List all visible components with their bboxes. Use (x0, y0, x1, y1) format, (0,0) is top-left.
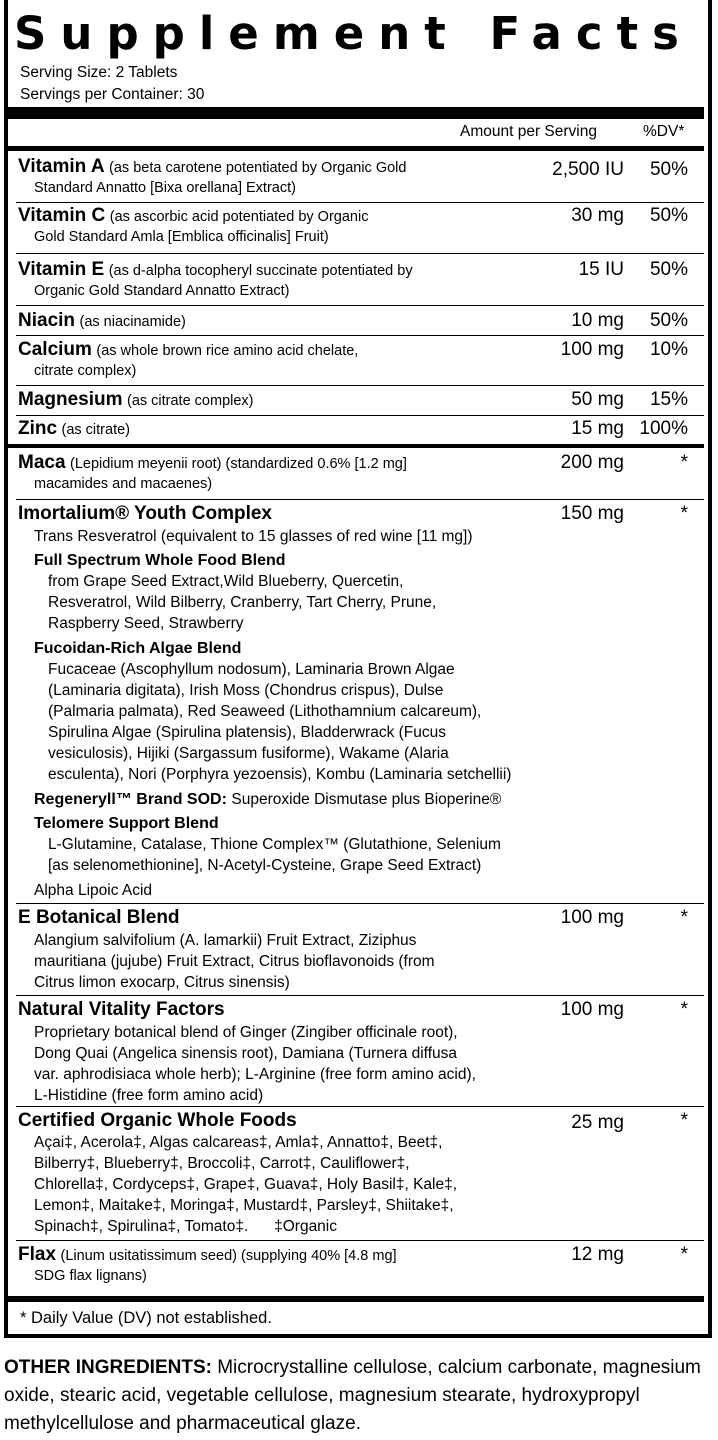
vitality-line: var. aphrodisiaca whole herb); L-Arginine (free form amino acid), (34, 1066, 476, 1083)
row-divider (16, 1106, 704, 1107)
organic-line: Chlorella‡, Cordyceps‡, Grape‡, Guava‡, Holy Basil‡, Kale‡, (34, 1176, 458, 1193)
fucoidan-line: Fucaceae (Ascophyllum nodosum), Laminaria Brown Algae (48, 661, 455, 678)
vitality-line: Proprietary botanical blend of Ginger (Zingiber officinale root), (34, 1024, 458, 1041)
fucoidan-line: (Laminaria digitata), Irish Moss (Chondrus crispus), Dulse (48, 682, 444, 699)
row-divider (16, 305, 704, 306)
nutrient-row-niacin: Niacin (as niacinamide) 10 mg 50% (18, 310, 688, 331)
telomere-title: Telomere Support Blend (34, 815, 219, 832)
organic-line: Bilberry‡, Blueberry‡, Broccoli‡, Carrot‡, Cauliflower‡, (34, 1155, 410, 1172)
nutrient-row-magnesium: Magnesium (as citrate complex) 50 mg 15% (18, 389, 688, 410)
alpha-lipoic-acid: Alpha Lipoic Acid (34, 882, 153, 899)
vitality-line: L-Histidine (free form amino acid) (34, 1087, 264, 1104)
nutrient-row-vitamin-c: Vitamin C (as ascorbic acid potentiated by Organic Gold Standard Amla [Emblica officinalis] Fruit) 30 mg 50% (18, 205, 688, 245)
section-divider (8, 444, 704, 448)
bottom-divider (8, 1296, 704, 1302)
full-spectrum-line: Resveratrol, Wild Bilberry, Cranberry, Tart Cherry, Prune, (48, 594, 437, 611)
other-ingredients-label: OTHER INGREDIENTS: (4, 1357, 212, 1378)
full-spectrum-line: from Grape Seed Extract,Wild Blueberry, Quercetin, (48, 573, 404, 590)
row-divider (16, 385, 704, 386)
dv-header: %DV* (643, 123, 685, 140)
resveratrol-line: Trans Resveratrol (equivalent to 15 glasses of red wine [11 mg]) (34, 528, 473, 545)
other-ingredients (4, 1354, 716, 1438)
row-divider (16, 202, 704, 203)
organic-line: Spinach‡, Spirulina‡, Tomato‡. ‡Organic (34, 1218, 337, 1235)
fucoidan-line: (Palmaria palmata), Red Seaweed (Lithothamnium calcareum), (48, 703, 482, 720)
row-divider (16, 995, 704, 996)
footnote: * Daily Value (DV) not established. (20, 1309, 272, 1327)
e-botanical-line: Alangium salvifolium (A. lamarkii) Fruit Extract, Ziziphus (34, 932, 417, 949)
other-ingredients-text: Microcrystalline cellulose, calcium carbonate, magnesium oxide, stearic acid, vegetable cellulose, magnesium stearate, hydroxypropyl methylcellulose and pharmaceutical glaze. (4, 1357, 701, 1434)
full-spectrum-title: Full Spectrum Whole Food Blend (34, 552, 286, 569)
amount-header: Amount per Serving (460, 123, 597, 140)
full-spectrum-line: Raspberry Seed, Strawberry (48, 615, 244, 632)
organic-line: Açai‡, Acerola‡, Algas calcareas‡, Amla‡, Annatto‡, Beet‡, (34, 1134, 443, 1151)
row-divider (16, 253, 704, 254)
panel-title: Supplement Facts (14, 7, 693, 60)
row-divider (16, 903, 704, 904)
telomere-line: L-Glutamine, Catalase, Thione Complex™ (Glutathione, Selenium (48, 836, 501, 853)
row-divider (16, 499, 704, 500)
vitality-line: Dong Quai (Angelica sinensis root), Damiana (Turnera diffusa (34, 1045, 458, 1062)
regeneryll-line: Regeneryll™ Brand SOD: Superoxide Dismutase plus Bioperine® (34, 791, 502, 808)
nutrient-row-vitamin-a: Vitamin A (as beta carotene potentiated by Organic Gold Standard Annatto [Bixa orellana] Extract) 2,500 IU 50% (18, 156, 688, 196)
fucoidan-line: vesiculosis), Hijiki (Sargassum fusiforme), Wakame (Alaria (48, 745, 449, 762)
row-e-botanical: E Botanical Blend 100 mg * (18, 907, 688, 928)
fucoidan-title: Fucoidan-Rich Algae Blend (34, 640, 242, 657)
row-divider (16, 335, 704, 336)
row-vitality: Natural Vitality Factors 100 mg * (18, 999, 688, 1020)
row-maca: Maca (Lepidium meyenii root) (standardized 0.6% [1.2 mg] macamides and macaenes) 200 mg * (18, 452, 688, 492)
thick-divider (8, 107, 704, 119)
organic-line: Lemon‡, Maitake‡, Moringa‡, Mustard‡, Parsley‡, Shiitake‡, (34, 1197, 454, 1214)
fucoidan-line: Spirulina Algae (Spirulina platensis), Bladderwrack (Fucus (48, 724, 447, 741)
nutrient-row-vitamin-e: Vitamin E (as d-alpha tocopheryl succinate potentiated by Organic Gold Standard Annatto Extract) 15 IU 50% (18, 259, 688, 299)
row-imortalium: Imortalium® Youth Complex 150 mg * (18, 503, 688, 524)
telomere-line: [as selenomethionine], N-Acetyl-Cysteine, Grape Seed Extract) (48, 857, 482, 874)
row-flax: Flax (Linum usitatissimum seed) (supplying 40% [4.8 mg] SDG flax lignans) 12 mg * (18, 1244, 688, 1284)
servings-per-container: Servings per Container: 30 (20, 86, 205, 103)
e-botanical-line: mauritiana (jujube) Fruit Extract, Citrus bioflavonoids (from (34, 953, 435, 970)
nutrient-row-calcium: Calcium (as whole brown rice amino acid chelate, citrate complex) 100 mg 10% (18, 339, 688, 379)
serving-size: Serving Size: 2 Tablets (20, 64, 178, 81)
fucoidan-line: esculenta), Nori (Porphyra yezoensis), Kombu (Laminaria setchellii) (48, 766, 512, 783)
row-organic: Certified Organic Whole Foods 25 mg * (18, 1110, 688, 1133)
row-divider (16, 415, 704, 416)
medium-divider (8, 146, 704, 151)
row-divider (16, 1240, 704, 1241)
nutrient-row-zinc: Zinc (as citrate) 15 mg 100% (18, 418, 688, 439)
e-botanical-line: Citrus limon exocarp, Citrus sinensis) (34, 974, 290, 991)
